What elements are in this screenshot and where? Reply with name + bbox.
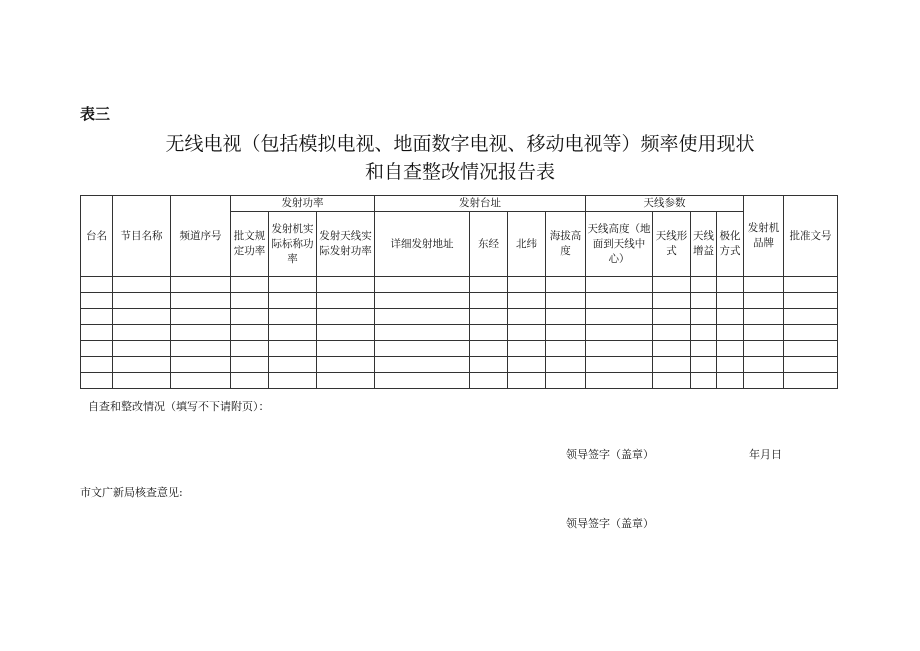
table-cell — [653, 341, 691, 357]
table-cell — [653, 357, 691, 373]
table-cell — [269, 277, 317, 293]
table-cell — [717, 357, 744, 373]
col-program: 节目名称 — [113, 196, 171, 277]
table-cell — [717, 293, 744, 309]
signature-label: 领导签字（盖章） — [566, 448, 654, 461]
table-cell — [653, 309, 691, 325]
table-cell — [744, 341, 784, 357]
table-cell — [744, 357, 784, 373]
table-cell — [171, 341, 231, 357]
group-site: 发射台址 — [375, 196, 586, 212]
col-brand: 发射机品牌 — [744, 196, 784, 277]
table-cell — [81, 325, 113, 341]
table-cell — [231, 325, 269, 341]
table-cell — [744, 309, 784, 325]
table-cell — [653, 277, 691, 293]
table-cell — [744, 277, 784, 293]
table-cell — [317, 277, 375, 293]
table-cell — [375, 325, 470, 341]
table-cell — [113, 325, 171, 341]
table-cell — [470, 309, 508, 325]
table-cell — [691, 309, 717, 325]
table-cell — [586, 293, 653, 309]
table-cell — [231, 357, 269, 373]
table-cell — [784, 373, 838, 389]
table-cell — [81, 341, 113, 357]
table-cell — [375, 277, 470, 293]
table-cell — [375, 357, 470, 373]
table-cell — [113, 277, 171, 293]
table-cell — [691, 325, 717, 341]
table-cell — [171, 309, 231, 325]
col-polarization: 极化方式 — [717, 212, 744, 277]
table-cell — [81, 357, 113, 373]
table-cell — [269, 325, 317, 341]
col-antenna-gain: 天线增益 — [691, 212, 717, 277]
col-antenna-type: 天线形式 — [653, 212, 691, 277]
table-cell — [231, 373, 269, 389]
table-cell — [546, 341, 586, 357]
table-cell — [171, 277, 231, 293]
table-cell — [269, 309, 317, 325]
table-cell — [784, 357, 838, 373]
table-cell — [508, 277, 546, 293]
table-cell — [375, 373, 470, 389]
table-cell — [81, 309, 113, 325]
table-cell — [784, 309, 838, 325]
table-cell — [546, 357, 586, 373]
table-cell — [171, 357, 231, 373]
table-cell — [269, 341, 317, 357]
table-cell — [691, 293, 717, 309]
table-cell — [691, 341, 717, 357]
col-latitude: 北纬 — [508, 212, 546, 277]
table-cell — [653, 293, 691, 309]
col-approval-no: 批准文号 — [784, 196, 838, 277]
table-cell — [231, 277, 269, 293]
table-cell — [653, 325, 691, 341]
table-row — [81, 277, 838, 293]
table-cell — [508, 309, 546, 325]
table-cell — [81, 277, 113, 293]
table-cell — [113, 357, 171, 373]
table-cell — [586, 309, 653, 325]
table-cell — [546, 325, 586, 341]
table-cell — [586, 373, 653, 389]
col-station: 台名 — [81, 196, 113, 277]
table-cell — [586, 325, 653, 341]
table-cell — [269, 357, 317, 373]
table-cell — [691, 277, 717, 293]
table-cell — [171, 293, 231, 309]
table-cell — [717, 341, 744, 357]
table-cell — [113, 293, 171, 309]
table-row — [81, 357, 838, 373]
table-row — [81, 341, 838, 357]
table-cell — [375, 341, 470, 357]
table-cell — [653, 373, 691, 389]
table-cell — [784, 277, 838, 293]
report-table — [80, 195, 838, 389]
table-cell — [744, 325, 784, 341]
table-cell — [113, 341, 171, 357]
table-cell — [717, 309, 744, 325]
group-power: 发射功率 — [231, 196, 375, 212]
review-label: 市文广新局核查意见: — [80, 486, 183, 499]
col-antenna-height: 天线高度（地面到天线中心） — [586, 212, 653, 277]
table-cell — [470, 293, 508, 309]
table-cell — [546, 309, 586, 325]
table-cell — [508, 325, 546, 341]
group-antenna: 天线参数 — [586, 196, 744, 212]
table-cell — [375, 309, 470, 325]
table-cell — [744, 373, 784, 389]
table-cell — [317, 293, 375, 309]
table-cell — [586, 357, 653, 373]
col-longitude: 东经 — [470, 212, 508, 277]
table-cell — [586, 341, 653, 357]
table-cell — [470, 325, 508, 341]
table-cell — [784, 325, 838, 341]
table-cell — [231, 293, 269, 309]
table-cell — [717, 325, 744, 341]
table-cell — [317, 325, 375, 341]
table-cell — [546, 277, 586, 293]
table-cell — [717, 373, 744, 389]
table-cell — [586, 277, 653, 293]
table-cell — [691, 357, 717, 373]
table-cell — [470, 341, 508, 357]
table-cell — [317, 357, 375, 373]
table-cell — [717, 277, 744, 293]
table-cell — [546, 373, 586, 389]
table-row — [81, 309, 838, 325]
table-cell — [81, 293, 113, 309]
table-row — [81, 325, 838, 341]
table-cell — [508, 373, 546, 389]
col-address: 详细发射地址 — [375, 212, 470, 277]
table-cell — [317, 309, 375, 325]
table-cell — [171, 325, 231, 341]
self-check-label: 自查和整改情况（填写不下请附页）： — [88, 400, 270, 413]
table-cell — [81, 373, 113, 389]
date-label: 年月日 — [749, 448, 782, 461]
table-cell — [317, 373, 375, 389]
table-cell — [508, 357, 546, 373]
col-approved-power: 批文规定功率 — [231, 212, 269, 277]
table-label: 表三 — [80, 105, 111, 123]
table-cell — [508, 293, 546, 309]
table-cell — [691, 373, 717, 389]
table-cell — [470, 373, 508, 389]
table-cell — [784, 341, 838, 357]
signature-label-review: 领导签字（盖章） — [566, 517, 654, 530]
table-cell — [317, 341, 375, 357]
table-cell — [113, 373, 171, 389]
table-row — [81, 293, 838, 309]
page-subtitle: 和自查整改情况报告表 — [364, 161, 555, 183]
table-cell — [470, 277, 508, 293]
table-cell — [375, 293, 470, 309]
table-cell — [231, 309, 269, 325]
table-cell — [113, 309, 171, 325]
col-actual-power: 发射天线实际发射功率 — [317, 212, 375, 277]
table-cell — [546, 293, 586, 309]
header-row-groups — [81, 196, 838, 212]
table-cell — [231, 341, 269, 357]
table-cell — [784, 293, 838, 309]
table-cell — [269, 293, 317, 309]
table-cell — [171, 373, 231, 389]
col-altitude: 海拔高度 — [546, 212, 586, 277]
table-cell — [508, 341, 546, 357]
table-cell — [744, 293, 784, 309]
table-row — [81, 373, 838, 389]
page-title: 无线电视（包括模拟电视、地面数字电视、移动电视等）频率使用现状 — [165, 133, 755, 155]
col-channel: 频道序号 — [171, 196, 231, 277]
table-cell — [269, 373, 317, 389]
col-nominal-power: 发射机实际标称功率 — [269, 212, 317, 277]
table-cell — [470, 357, 508, 373]
